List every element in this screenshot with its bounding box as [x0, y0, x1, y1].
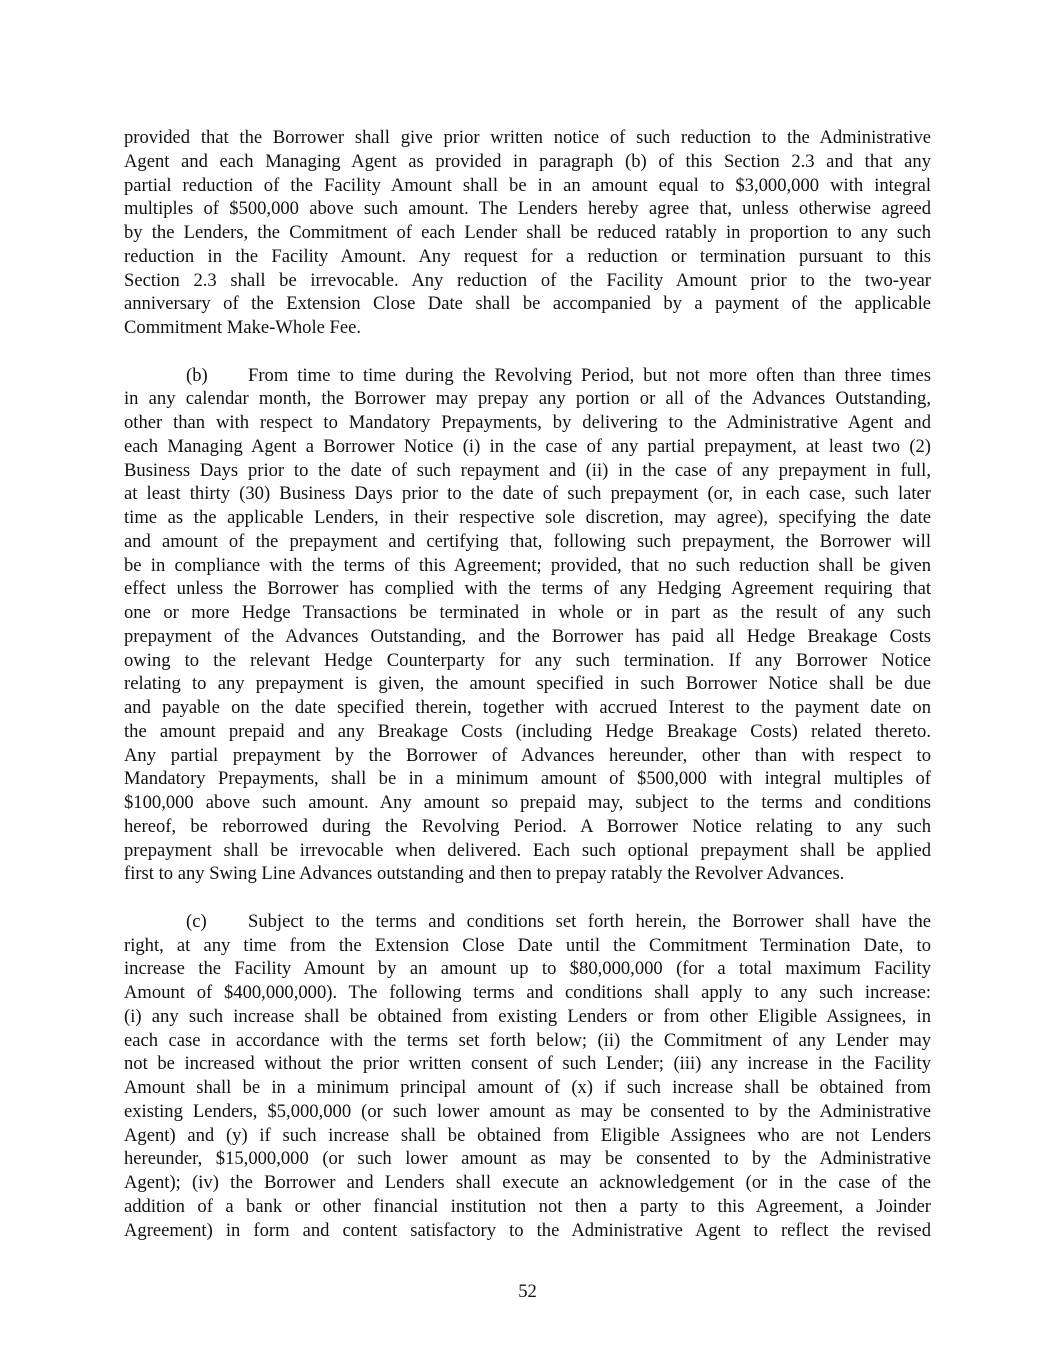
text-line: hereunder, $15,000,000 (or such lower amount as may be consented to by the Administrative — [124, 1148, 931, 1170]
text-line: Subject to the terms and conditions set forth herein, the Borrower shall have the — [248, 910, 931, 932]
text-line: in any calendar month, the Borrower may prepay any portion or all of the Advances Outstanding, — [124, 388, 931, 410]
text-line: anniversary of the Extension Close Date shall be accompanied by a payment of the applicable — [124, 293, 931, 315]
text-line: prepayment of the Advances Outstanding, and the Borrower has paid all Hedge Breakage Costs — [124, 625, 931, 647]
text-line: (i) any such increase shall be obtained from existing Lenders or from other Eligible Assignees, in — [124, 1005, 931, 1027]
text-line: each case in accordance with the terms set forth below; (ii) the Commitment of any Lender may — [124, 1029, 931, 1051]
paragraph-first-line — [124, 364, 931, 388]
text-line: and payable on the date specified therein, together with accrued Interest to the payment date on — [124, 697, 931, 718]
text-line: each Managing Agent a Borrower Notice (i) in the case of any partial prepayment, at least two (2) — [124, 435, 931, 457]
page-number: 52 — [518, 1281, 537, 1302]
text-line: partial reduction of the Facility Amount shall be in an amount equal to $3,000,000 with integral — [124, 174, 931, 196]
text-line: not be increased without the prior written consent of such Lender; (iii) any increase in the Facility — [124, 1053, 931, 1075]
text-line: be in compliance with the terms of this Agreement; provided, that no such reduction shall be given — [124, 554, 931, 576]
text-line: hereof, be reborrowed during the Revolving Period. A Borrower Notice relating to any such — [124, 815, 931, 837]
text-line: Section 2.3 shall be irrevocable. Any reduction of the Facility Amount prior to the two-year — [124, 269, 931, 291]
text-line: Agent); (iv) the Borrower and Lenders shall execute an acknowledgement (or in the case of the — [124, 1172, 931, 1193]
text-line: multiples of $500,000 above such amount. The Lenders hereby agree that, unless otherwise agreed — [124, 198, 931, 220]
text-line: time as the applicable Lenders, in their respective sole discretion, may agree), specifying the date — [124, 507, 931, 528]
document-body — [124, 126, 931, 1242]
text-line: Agreement) in form and content satisfactory to the Administrative Agent to reflect the revised — [124, 1219, 931, 1241]
paragraph-marker: (c) — [186, 910, 207, 932]
text-line: Mandatory Prepayments, shall be in a minimum amount of $500,000 with integral multiples of — [124, 768, 931, 790]
text-line: first to any Swing Line Advances outstanding and then to prepay ratably the Revolver Advances. — [124, 863, 845, 885]
text-line: effect unless the Borrower has complied with the terms of any Hedging Agreement requiring that — [124, 578, 931, 600]
text-line: Any partial prepayment by the Borrower of Advances hereunder, other than with respect to — [124, 744, 931, 766]
text-line: at least thirty (30) Business Days prior to the date of such prepayment (or, in each case, such later — [124, 483, 931, 505]
text-line: and amount of the prepayment and certifying that, following such prepayment, the Borrower will — [124, 530, 931, 552]
text-line: one or more Hedge Transactions be terminated in whole or in part as the result of any such — [124, 602, 931, 623]
text-line: existing Lenders, $5,000,000 (or such lower amount as may be consented to by the Administrative — [124, 1100, 931, 1122]
text-line: Business Days prior to the date of such repayment and (ii) in the case of any prepayment in full, — [124, 459, 931, 481]
paragraph-first-line — [124, 910, 931, 934]
text-line: other than with respect to Mandatory Prepayments, by delivering to the Administrative Agent and — [124, 412, 931, 433]
paragraph-marker: (b) — [186, 364, 208, 386]
text-line: From time to time during the Revolving Period, but not more often than three times — [248, 364, 931, 386]
text-line: the amount prepaid and any Breakage Costs (including Hedge Breakage Costs) related thereto. — [124, 720, 931, 742]
text-line: prepayment shall be irrevocable when delivered. Each such optional prepayment shall be applied — [124, 839, 931, 861]
text-line: Agent and each Managing Agent as provided in paragraph (b) of this Section 2.3 and that any — [124, 150, 931, 172]
text-line: Amount of $400,000,000). The following terms and conditions shall apply to any such increase: — [124, 982, 931, 1003]
text-line: provided that the Borrower shall give prior written notice of such reduction to the Administrative — [124, 127, 931, 148]
text-line: relating to any prepayment is given, the amount specified in such Borrower Notice shall be due — [124, 673, 931, 695]
text-line: right, at any time from the Extension Close Date until the Commitment Termination Date, to — [124, 934, 931, 956]
text-line: Commitment Make-Whole Fee. — [124, 317, 362, 338]
text-line: $100,000 above such amount. Any amount so prepaid may, subject to the terms and conditions — [124, 792, 931, 813]
text-line: owing to the relevant Hedge Counterparty for any such termination. If any Borrower Notice — [124, 649, 931, 671]
text-line: Amount shall be in a minimum principal amount of (x) if such increase shall be obtained from — [124, 1077, 931, 1098]
text-line: increase the Facility Amount by an amount up to $80,000,000 (for a total maximum Facility — [124, 958, 931, 980]
paragraph-c — [124, 910, 931, 1243]
text-line: reduction in the Facility Amount. Any request for a reduction or termination pursuant to this — [124, 245, 931, 267]
text-line: addition of a bank or other financial institution not then a party to this Agreement, a Joinder — [124, 1195, 931, 1217]
text-line: by the Lenders, the Commitment of each Lender shall be reduced ratably in proportion to any such — [124, 222, 931, 243]
paragraph-b — [124, 364, 931, 887]
paragraph-a-continuation — [124, 126, 931, 340]
text-line: Agent) and (y) if such increase shall be obtained from Eligible Assignees who are not Lenders — [124, 1124, 931, 1146]
